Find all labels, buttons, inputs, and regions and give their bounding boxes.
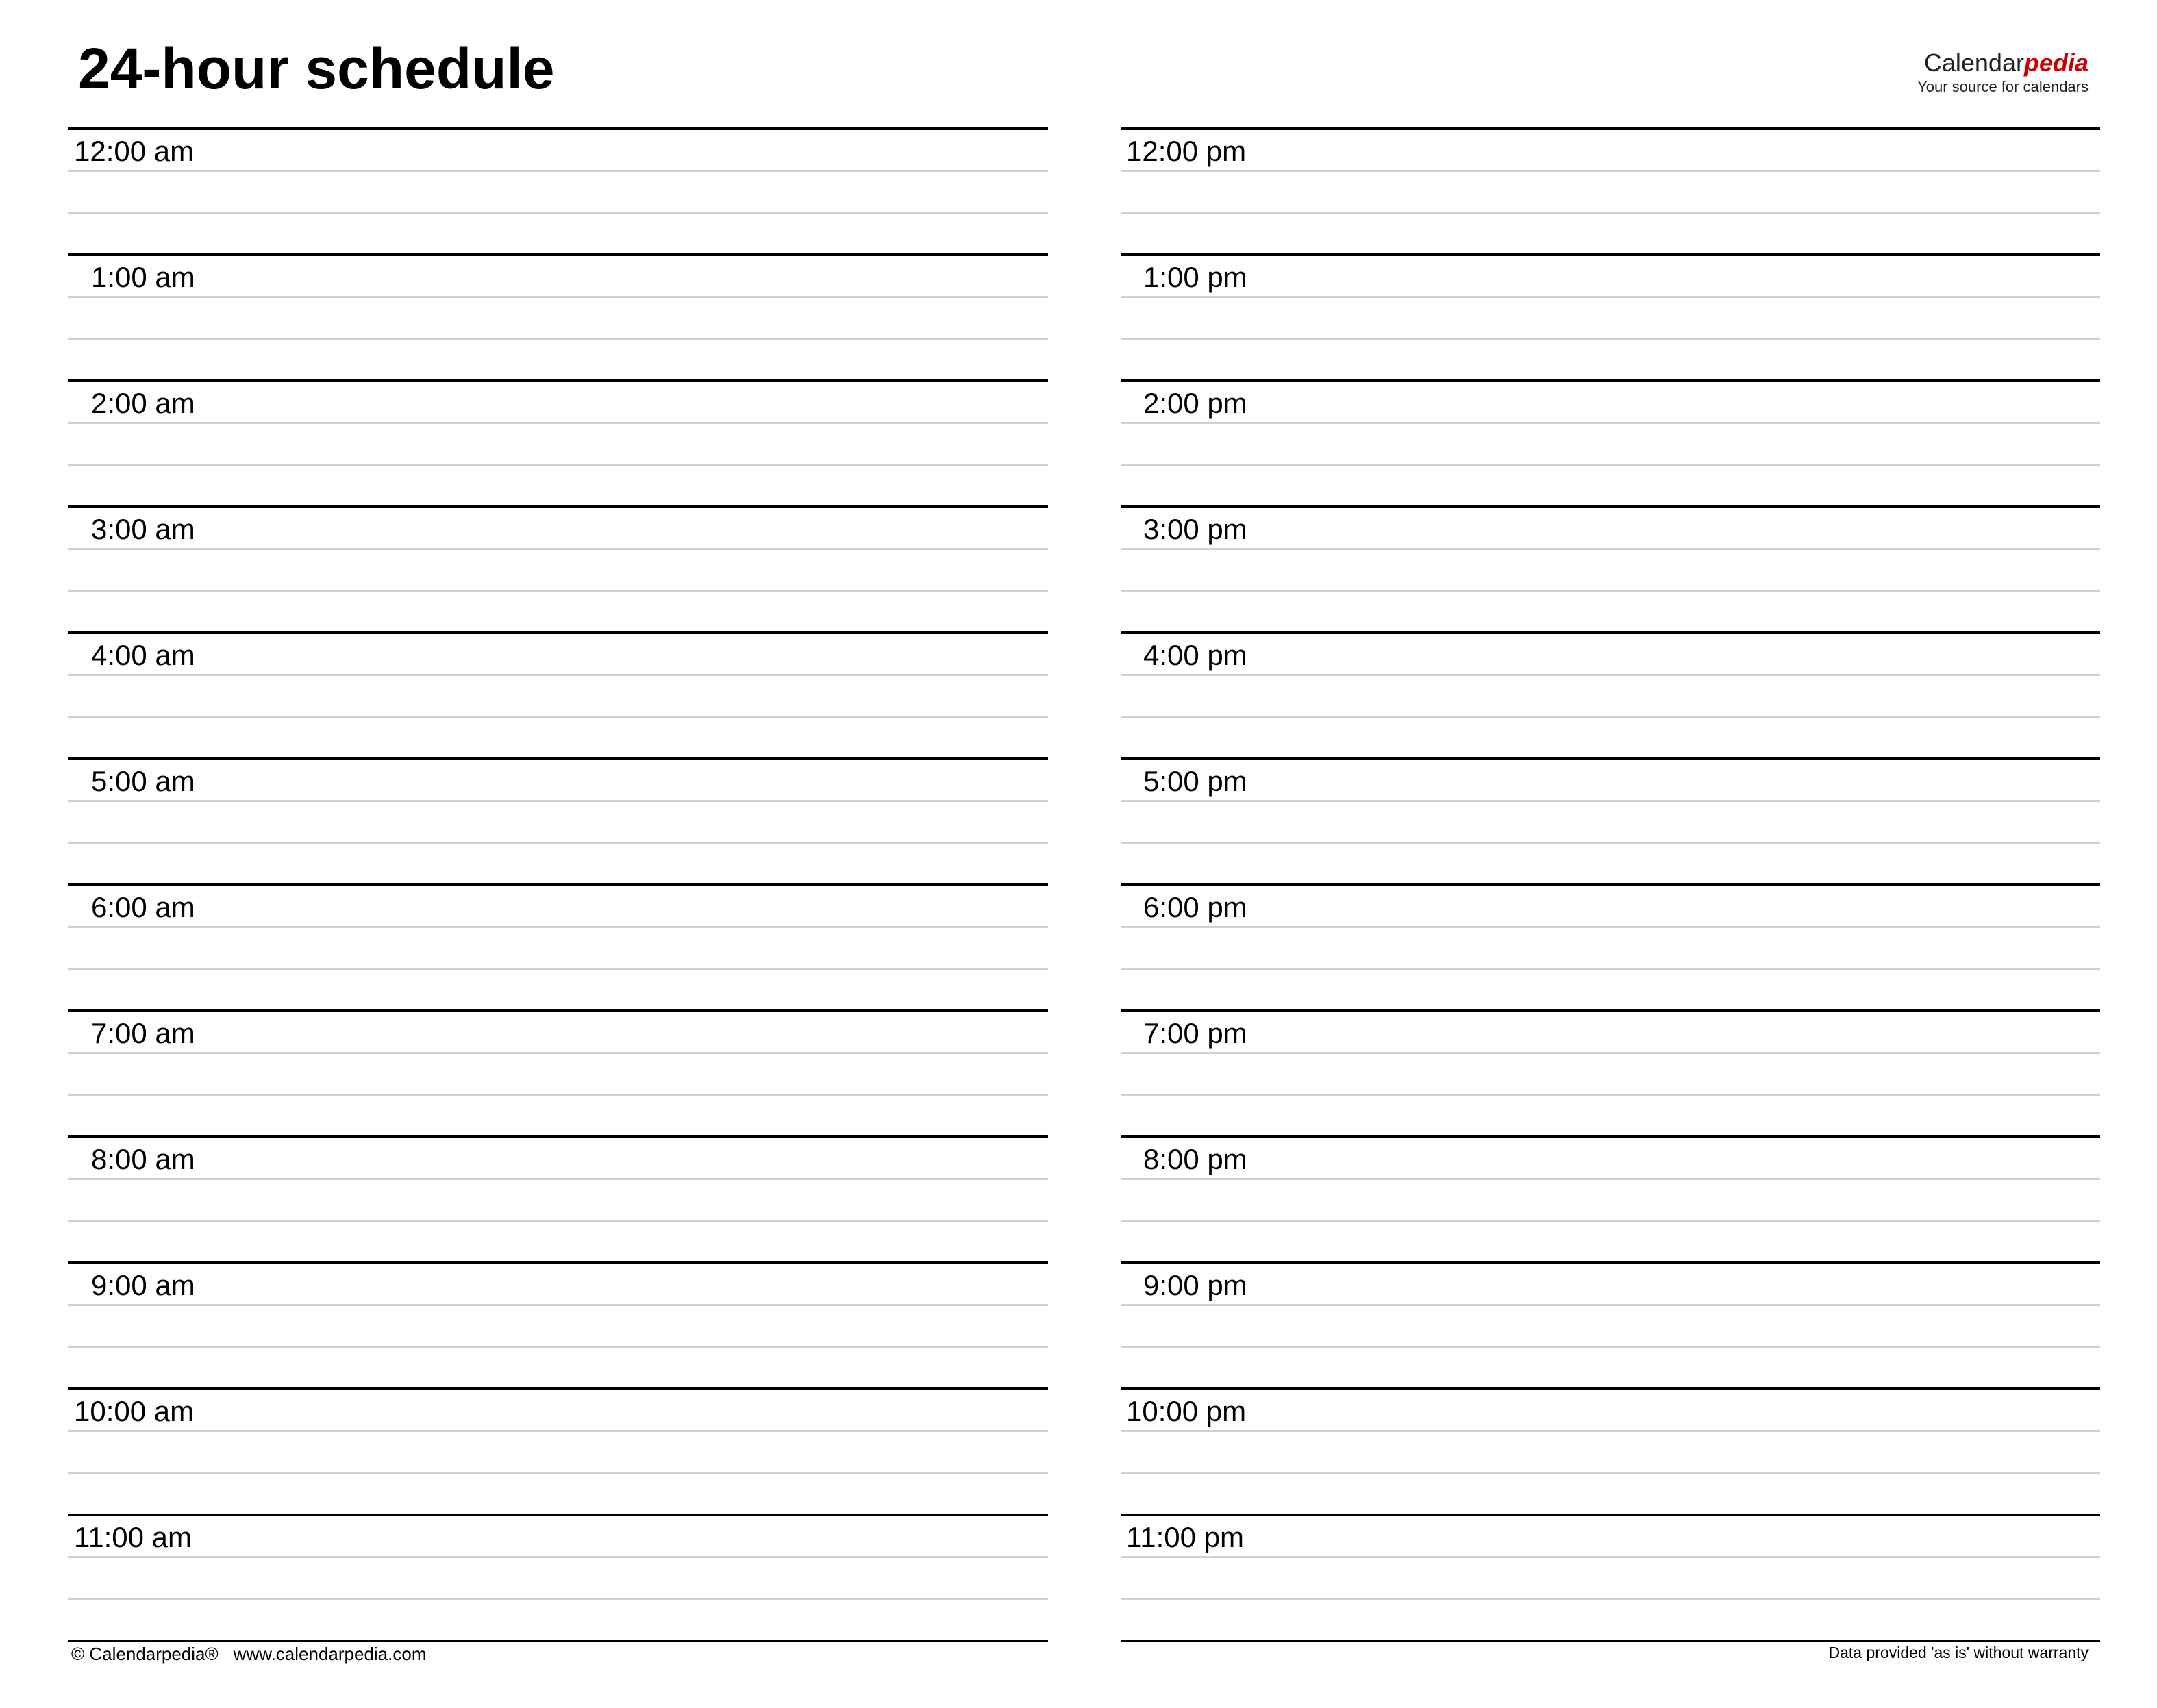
writing-line: [1121, 1472, 2100, 1474]
pm-time-slot[interactable]: [1121, 1135, 2100, 1261]
writing-line: [1121, 464, 2100, 466]
writing-line: [68, 1598, 1048, 1600]
writing-line: [68, 590, 1048, 592]
footer-copyright: © Calendarpedia®: [71, 1644, 219, 1664]
brand-name-main: Calendar: [1923, 49, 2024, 77]
writing-line: [1121, 968, 2100, 970]
writing-line: [68, 1472, 1048, 1474]
brand-logo: [1917, 51, 2089, 95]
pm-time-slot[interactable]: [1121, 1261, 2100, 1387]
column-bottom-rule: [1121, 1640, 2100, 1642]
am-time-slot[interactable]: [68, 1261, 1048, 1387]
am-time-slot[interactable]: [68, 757, 1048, 883]
am-time-label: 1:00 am: [91, 261, 195, 293]
pm-time-slot[interactable]: [1121, 1009, 2100, 1135]
writing-line: [1121, 926, 2100, 928]
pm-time-slot[interactable]: [1121, 883, 2100, 1009]
brand-name: [1917, 51, 2089, 75]
am-time-slot[interactable]: [68, 253, 1048, 379]
writing-line: [68, 842, 1048, 844]
writing-line: [68, 296, 1048, 298]
writing-line: [68, 674, 1048, 676]
pm-time-label: 2:00 pm: [1143, 387, 1247, 419]
pm-time-label: 11:00 pm: [1126, 1521, 1244, 1553]
writing-line: [1121, 296, 2100, 298]
am-time-slot[interactable]: [68, 1135, 1048, 1261]
footer-disclaimer: Data provided 'as is' without warranty: [1828, 1644, 2089, 1661]
writing-line: [68, 1346, 1048, 1348]
writing-line: [68, 548, 1048, 550]
pm-schedule-column: [1121, 127, 2100, 1642]
am-time-slot[interactable]: [68, 883, 1048, 1009]
pm-time-slot[interactable]: [1121, 1387, 2100, 1514]
am-time-slot[interactable]: [68, 1387, 1048, 1514]
pm-time-label: 1:00 pm: [1143, 261, 1247, 293]
brand-name-accent: pedia: [2023, 49, 2089, 77]
writing-line: [68, 968, 1048, 970]
am-time-slot[interactable]: [68, 505, 1048, 631]
writing-line: [68, 170, 1048, 172]
writing-line: [68, 716, 1048, 718]
writing-line: [1121, 212, 2100, 214]
writing-line: [68, 926, 1048, 928]
am-time-slot[interactable]: [68, 631, 1048, 757]
footer-url: www.calendarpedia.com: [233, 1644, 427, 1664]
am-time-label: 7:00 am: [91, 1017, 195, 1049]
pm-time-label: 3:00 pm: [1143, 513, 1247, 545]
writing-line: [68, 1430, 1048, 1432]
writing-line: [1121, 1430, 2100, 1432]
am-time-label: 3:00 am: [91, 513, 195, 545]
pm-time-label: 12:00 pm: [1126, 135, 1247, 167]
pm-time-label: 5:00 pm: [1143, 765, 1247, 797]
writing-line: [1121, 1052, 2100, 1054]
writing-line: [68, 1052, 1048, 1054]
am-time-slot[interactable]: [68, 1514, 1048, 1640]
writing-line: [68, 1178, 1048, 1180]
pm-time-label: 6:00 pm: [1143, 891, 1247, 923]
pm-time-label: 4:00 pm: [1143, 639, 1247, 671]
writing-line: [68, 464, 1048, 466]
writing-line: [1121, 716, 2100, 718]
writing-line: [68, 338, 1048, 340]
am-schedule-column: [68, 127, 1048, 1642]
writing-line: [1121, 170, 2100, 172]
writing-line: [1121, 1556, 2100, 1558]
writing-line: [1121, 1220, 2100, 1222]
writing-line: [1121, 1598, 2100, 1600]
am-time-label: 11:00 am: [74, 1521, 192, 1553]
am-time-label: 9:00 am: [91, 1269, 195, 1301]
pm-time-slot[interactable]: [1121, 253, 2100, 379]
pm-time-slot[interactable]: [1121, 1514, 2100, 1640]
pm-time-label: 9:00 pm: [1143, 1269, 1247, 1301]
am-time-slot[interactable]: [68, 379, 1048, 505]
writing-line: [68, 1220, 1048, 1222]
am-time-slot[interactable]: [68, 127, 1048, 253]
writing-line: [1121, 800, 2100, 802]
writing-line: [68, 1304, 1048, 1306]
writing-line: [1121, 422, 2100, 424]
am-time-label: 5:00 am: [91, 765, 195, 797]
writing-line: [1121, 548, 2100, 550]
pm-time-label: 10:00 pm: [1126, 1395, 1247, 1427]
pm-time-slot[interactable]: [1121, 631, 2100, 757]
am-time-label: 8:00 am: [91, 1143, 195, 1175]
am-time-label: 2:00 am: [91, 387, 195, 419]
writing-line: [68, 212, 1048, 214]
writing-line: [1121, 674, 2100, 676]
writing-line: [1121, 1094, 2100, 1096]
writing-line: [1121, 1304, 2100, 1306]
pm-time-slot[interactable]: [1121, 505, 2100, 631]
writing-line: [1121, 590, 2100, 592]
column-bottom-rule: [68, 1640, 1048, 1642]
am-time-label: 6:00 am: [91, 891, 195, 923]
footer-left: [71, 1644, 426, 1665]
writing-line: [68, 1556, 1048, 1558]
pm-time-slot[interactable]: [1121, 379, 2100, 505]
pm-time-slot[interactable]: [1121, 757, 2100, 883]
writing-line: [68, 800, 1048, 802]
am-time-label: 12:00 am: [74, 135, 195, 167]
am-time-label: 10:00 am: [74, 1395, 195, 1427]
writing-line: [1121, 338, 2100, 340]
writing-line: [1121, 1346, 2100, 1348]
pm-time-label: 7:00 pm: [1143, 1017, 1247, 1049]
page-title: 24-hour schedule: [78, 36, 555, 101]
writing-line: [1121, 842, 2100, 844]
am-time-label: 4:00 am: [91, 639, 195, 671]
writing-line: [1121, 1178, 2100, 1180]
am-time-slot[interactable]: [68, 1009, 1048, 1135]
writing-line: [68, 1094, 1048, 1096]
writing-line: [68, 422, 1048, 424]
pm-time-label: 8:00 pm: [1143, 1143, 1247, 1175]
brand-tagline: Your source for calendars: [1917, 78, 2089, 95]
pm-time-slot[interactable]: [1121, 127, 2100, 253]
